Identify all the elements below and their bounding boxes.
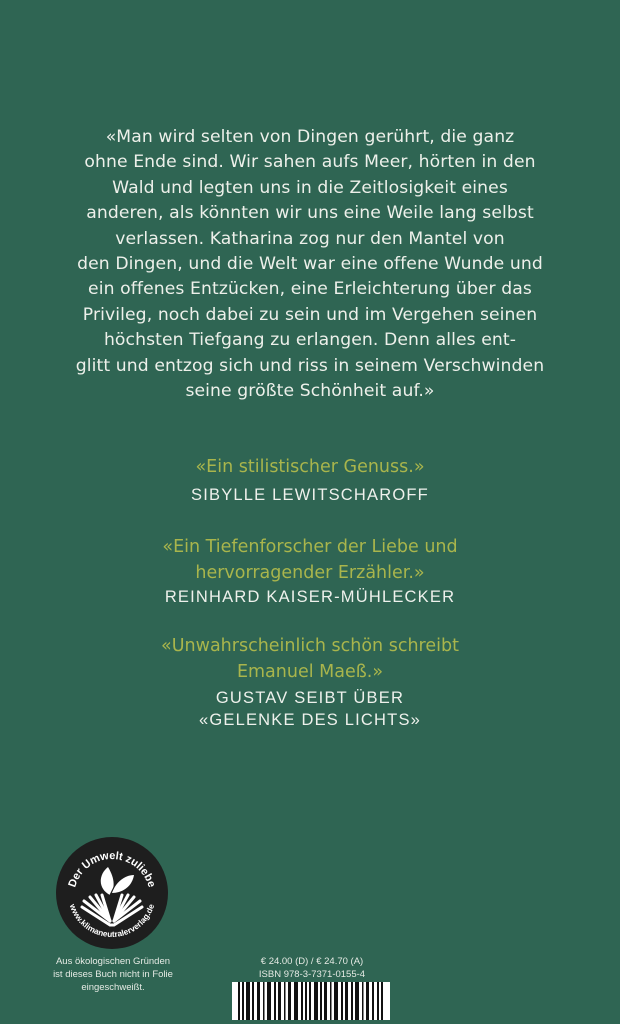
barcode-icon — [232, 982, 390, 1020]
blurb-line: Privileg, noch dabei zu sein und im Vergehen seinen — [82, 304, 538, 325]
blurb-line: verlassen. Katharina zog nur den Mantel von — [115, 228, 505, 249]
eco-note-line: Aus ökologischen Gründen — [55, 956, 171, 967]
back-cover-blurb — [60, 125, 560, 404]
blurb-line: anderen, als könnten wir uns eine Weile lang selbst — [86, 203, 534, 224]
review-author: «GELENKE DES LICHTS» — [198, 711, 422, 729]
blurb-line: ein offenes Entzücken, eine Erleichterung über das — [88, 279, 532, 300]
review-quote: Emanuel Maeß.» — [236, 661, 384, 682]
review-quote: «Unwahrscheinlich schön schreibt — [161, 636, 459, 656]
review-author: REINHARD KAISER-MÜHLECKER — [164, 588, 456, 606]
blurb-line: ohne Ende sind. Wir sahen aufs Meer, hörten in den — [84, 152, 536, 173]
review-kaiser-muehlecker — [0, 535, 620, 608]
review-lewitscharoff — [0, 455, 620, 506]
review-seibt — [0, 634, 620, 731]
review-quote: hervorragender Erzähler.» — [195, 562, 425, 583]
price-isbn — [212, 955, 412, 981]
eco-note — [30, 955, 196, 994]
blurb-line: höchsten Tiefgang zu erlangen. Denn alles ent- — [103, 330, 517, 351]
review-author: GUSTAV SEIBT ÜBER — [215, 689, 405, 707]
blurb-line: seine größte Schönheit auf.» — [185, 381, 435, 402]
blurb-line: «Man wird selten von Dingen gerührt, die ganz — [105, 127, 515, 147]
blurb-line: den Dingen, und die Welt war eine offene Wunde und — [77, 254, 543, 275]
blurb-line: Wald und legten uns in die Zeitlosigkeit eines — [112, 177, 508, 198]
svg-text:Der Umwelt zuliebe: Der Umwelt zuliebe — [66, 849, 158, 889]
price-text: € 24.00 (D) / € 24.70 (A) — [260, 956, 364, 967]
review-quote: «Ein Tiefenforscher der Liebe und — [162, 537, 458, 557]
eco-badge — [56, 837, 168, 949]
review-author: SIBYLLE LEWITSCHAROFF — [191, 485, 429, 504]
blurb-line: glitt und entzog sich und riss in seinem Verschwinden — [75, 355, 545, 376]
isbn-text: ISBN 978-3-7371-0155-4 — [258, 969, 366, 980]
eco-note-line: eingeschweißt. — [81, 982, 145, 993]
review-quote: «Ein stilistischer Genuss.» — [195, 457, 425, 477]
eco-note-line: ist dieses Buch nicht in Folie — [53, 969, 173, 980]
leaves-over-open-book-icon — [56, 837, 168, 949]
svg-text:www.klimaneutralerverlag.de: www.klimaneutralerverlag.de — [67, 902, 157, 940]
